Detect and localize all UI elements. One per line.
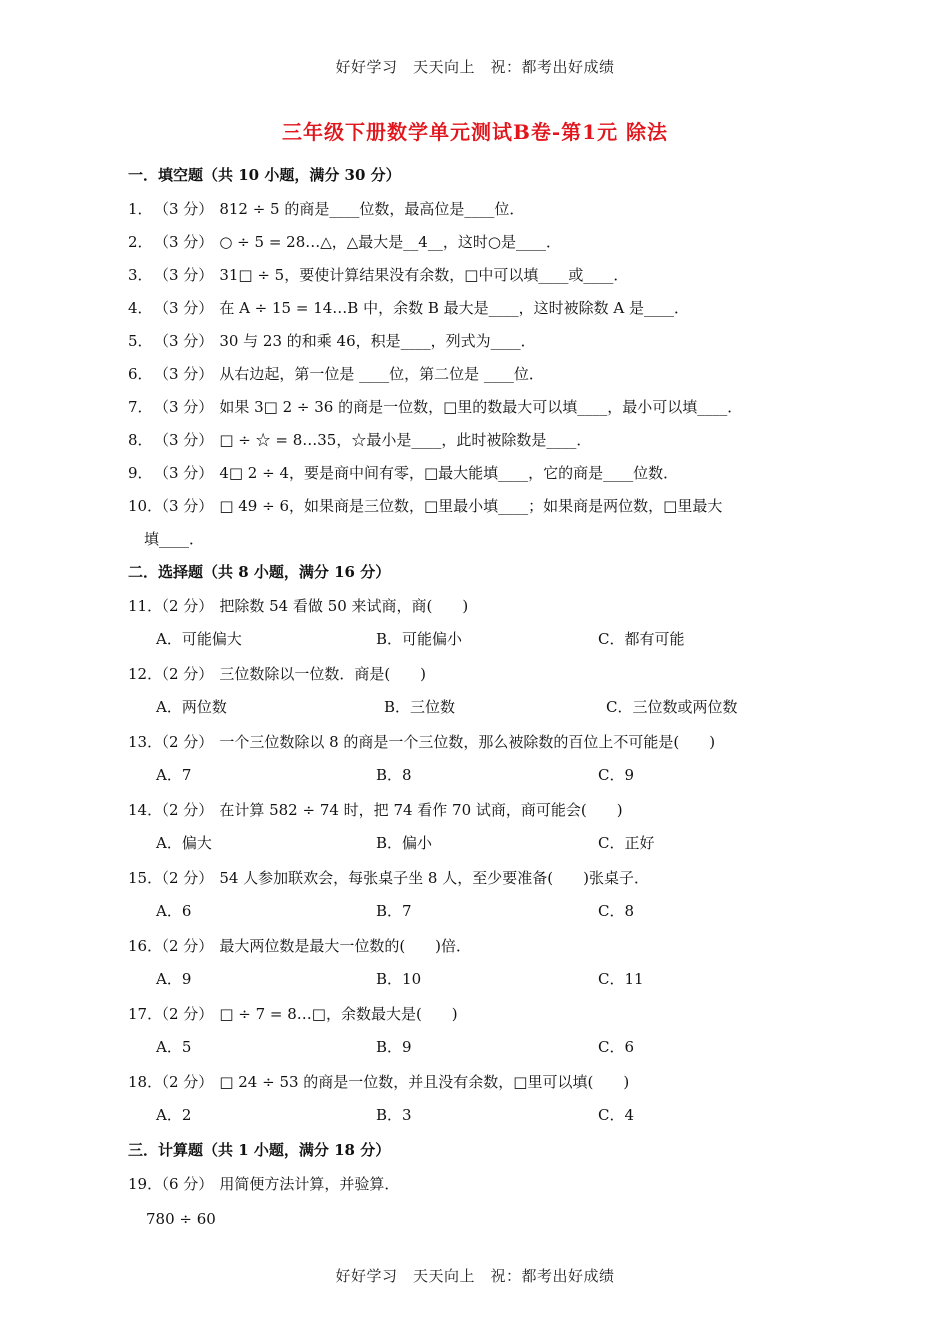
question-text: 在 A ÷ 15 = 14…B 中，余数 B 最大是____，这时被除数 A 是____． — [219, 299, 690, 317]
question-7 — [128, 394, 828, 427]
question-text: □ ÷ 7 = 8…□，余数最大是( ) — [219, 1005, 458, 1023]
question-number: 12． — [128, 665, 163, 683]
option-c[interactable]: C．4 — [598, 1106, 635, 1124]
options-15 — [128, 898, 828, 933]
question-13 — [128, 729, 828, 762]
question-number: 9． — [128, 464, 153, 482]
question-9 — [128, 460, 828, 493]
question-text: □ ÷ ☆ = 8…35，☆最小是____，此时被除数是____． — [219, 431, 592, 449]
option-a[interactable]: A．2 — [156, 1106, 192, 1124]
section-fill-heading: 一．填空题（共 10 小题，满分 30 分） — [128, 166, 401, 184]
question-number: 19． — [128, 1175, 163, 1193]
question-text: 最大两位数是最大一位数的( )倍． — [219, 937, 472, 955]
option-a[interactable]: A．9 — [156, 970, 192, 988]
question-number: 1． — [128, 200, 153, 218]
question-points: （2 分） — [154, 1073, 214, 1091]
question-text: 30 与 23 的和乘 46，积是____，列式为____． — [219, 332, 536, 350]
option-c[interactable]: C．9 — [598, 766, 635, 784]
question-number: 14． — [128, 801, 163, 819]
options-14 — [128, 830, 828, 865]
question-points: （2 分） — [154, 733, 214, 751]
exam-content — [128, 162, 828, 1234]
option-c[interactable]: C．三位数或两位数 — [606, 698, 738, 716]
question-4 — [128, 295, 828, 328]
question-text: 如果 3□ 2 ÷ 36 的商是一位数，□里的数最大可以填____，最小可以填____． — [219, 398, 743, 416]
question-points: （2 分） — [154, 597, 214, 615]
question-points: （6 分） — [154, 1175, 214, 1193]
question-points: （3 分） — [154, 299, 214, 317]
question-points: （3 分） — [154, 497, 214, 515]
question-5 — [128, 328, 828, 361]
question-number: 4． — [128, 299, 153, 317]
options-11 — [128, 626, 828, 661]
question-number: 17． — [128, 1005, 163, 1023]
question-points: （3 分） — [154, 365, 214, 383]
option-c[interactable]: C．正好 — [598, 834, 655, 852]
question-8 — [128, 427, 828, 460]
question-text: 31□ ÷ 5，要使计算结果没有余数，□中可以填____或____． — [219, 266, 629, 284]
question-text: 在计算 582 ÷ 74 时，把 74 看作 70 试商，商可能会( ) — [219, 801, 623, 819]
option-c[interactable]: C．8 — [598, 902, 635, 920]
option-b[interactable]: B．偏小 — [376, 834, 433, 852]
question-text: 把除数 54 看做 50 来试商，商( ) — [219, 597, 469, 615]
question-text: □ 24 ÷ 53 的商是一位数，并且没有余数，□里可以填( ) — [219, 1073, 630, 1091]
question-text: 一个三位数除以 8 的商是一个三位数，那么被除数的百位上不可能是( ) — [219, 733, 716, 751]
question-points: （3 分） — [154, 266, 214, 284]
question-points: （3 分） — [154, 431, 214, 449]
question-text: 812 ÷ 5 的商是____位数，最高位是____位． — [219, 200, 525, 218]
option-a[interactable]: A．6 — [156, 902, 192, 920]
question-number: 6． — [128, 365, 153, 383]
calc-expression: 780 ÷ 60 — [146, 1210, 216, 1228]
option-b[interactable]: B．三位数 — [384, 698, 456, 716]
question-number: 2． — [128, 233, 153, 251]
options-16 — [128, 966, 828, 1001]
question-points: （3 分） — [154, 200, 214, 218]
question-text: 用简便方法计算，并验算． — [219, 1175, 400, 1193]
question-points: （3 分） — [154, 332, 214, 350]
question-points: （2 分） — [154, 1005, 214, 1023]
question-points: （2 分） — [154, 665, 214, 683]
section-calc-heading: 三．计算题（共 1 小题，满分 18 分） — [128, 1141, 391, 1159]
question-points: （3 分） — [154, 464, 214, 482]
question-text: 4□ 2 ÷ 4，要是商中间有零，□最大能填____，它的商是____位数． — [219, 464, 679, 482]
question-number: 10． — [128, 497, 163, 515]
page-footer: 好好学习 天天向上 祝：都考出好成绩 — [335, 1267, 615, 1285]
page-title: 三年级下册数学单元测试B卷-第1元 除法 — [281, 120, 669, 144]
question-1 — [128, 196, 828, 229]
section-choice-heading: 二．选择题（共 8 小题，满分 16 分） — [128, 563, 391, 581]
question-10 — [128, 493, 828, 526]
question-12 — [128, 661, 828, 694]
question-16 — [128, 933, 828, 966]
question-number: 13． — [128, 733, 163, 751]
question-14 — [128, 797, 828, 830]
page-header: 好好学习 天天向上 祝：都考出好成绩 — [335, 58, 615, 76]
option-c[interactable]: C．都有可能 — [598, 630, 685, 648]
question-10-continued — [128, 526, 828, 559]
option-b[interactable]: B．可能偏小 — [376, 630, 463, 648]
question-text: 54 人参加联欢会，每张桌子坐 8 人，至少要准备( )张桌子． — [219, 869, 649, 887]
question-number: 18． — [128, 1073, 163, 1091]
option-c[interactable]: C．6 — [598, 1038, 635, 1056]
option-a[interactable]: A．5 — [156, 1038, 192, 1056]
question-2 — [128, 229, 828, 262]
option-a[interactable]: A．两位数 — [156, 698, 227, 716]
question-19 — [128, 1171, 828, 1204]
question-17 — [128, 1001, 828, 1034]
question-3 — [128, 262, 828, 295]
question-number: 5． — [128, 332, 153, 350]
question-points: （2 分） — [154, 801, 214, 819]
options-13 — [128, 762, 828, 797]
option-b[interactable]: B．9 — [376, 1038, 412, 1056]
option-b[interactable]: B．10 — [376, 970, 422, 988]
question-points: （3 分） — [154, 233, 214, 251]
question-number: 16． — [128, 937, 163, 955]
option-b[interactable]: B．8 — [376, 766, 412, 784]
option-a[interactable]: A．7 — [156, 766, 192, 784]
question-points: （3 分） — [154, 398, 214, 416]
options-17 — [128, 1034, 828, 1069]
question-number: 8． — [128, 431, 153, 449]
options-12 — [128, 694, 828, 729]
question-15 — [128, 865, 828, 898]
options-18 — [128, 1102, 828, 1137]
question-text: ○ ÷ 5 = 28…△，△最大是__4__，这时○是____． — [219, 233, 561, 251]
question-text: 填____． — [144, 530, 205, 548]
question-points: （2 分） — [154, 937, 214, 955]
question-text: 从右边起，第一位是 ____位，第二位是 ____位． — [219, 365, 544, 383]
option-b[interactable]: B．3 — [376, 1106, 412, 1124]
question-11 — [128, 593, 828, 626]
option-b[interactable]: B．7 — [376, 902, 412, 920]
question-number: 3． — [128, 266, 153, 284]
question-points: （2 分） — [154, 869, 214, 887]
option-c[interactable]: C．11 — [598, 970, 644, 988]
question-number: 7． — [128, 398, 153, 416]
question-6 — [128, 361, 828, 394]
question-18 — [128, 1069, 828, 1102]
question-number: 11． — [128, 597, 163, 615]
option-a[interactable]: A．可能偏大 — [156, 630, 242, 648]
option-a[interactable]: A．偏大 — [156, 834, 212, 852]
question-text: 三位数除以一位数．商是( ) — [219, 665, 427, 683]
question-number: 15． — [128, 869, 163, 887]
question-text: □ 49 ÷ 6，如果商是三位数，□里最小填____；如果商是两位数，□里最大 — [219, 497, 723, 515]
